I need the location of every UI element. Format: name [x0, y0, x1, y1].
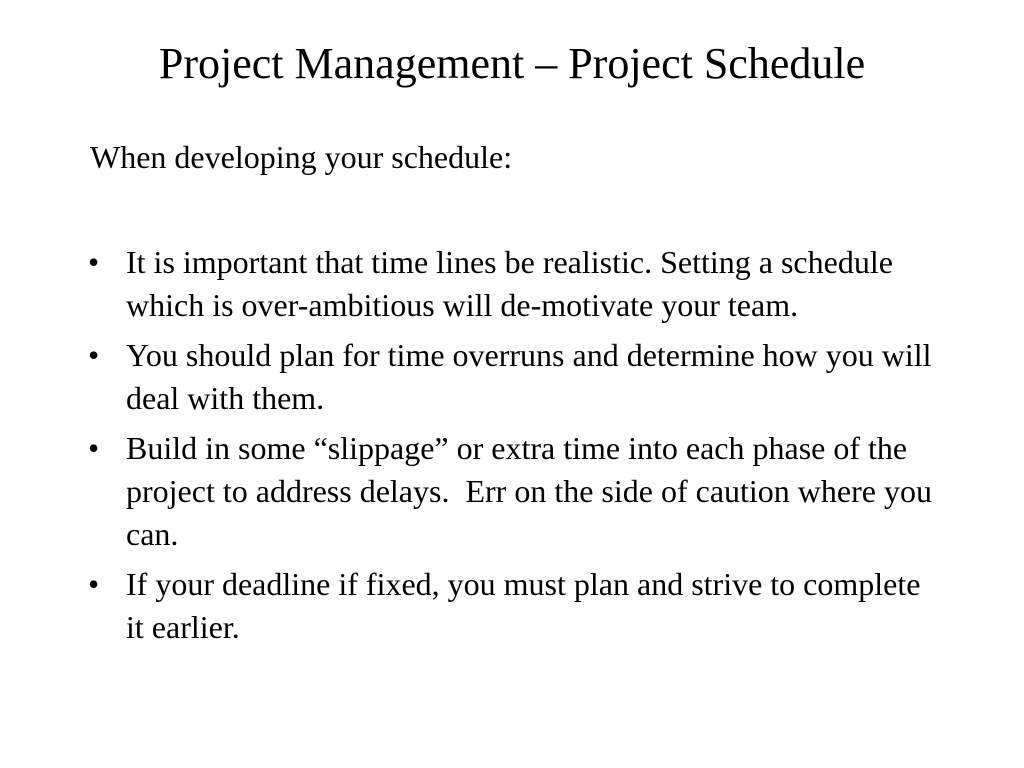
bullet-icon: • — [88, 430, 100, 466]
intro-text: When developing your schedule: — [90, 139, 513, 175]
slide-title: Project Management – Project Schedule — [158, 39, 866, 88]
bullet-text: Build in some “slippage” or extra time into each phase of the project to address delays. Err on the side of caution where you can. — [126, 430, 940, 552]
bullet-item — [86, 241, 946, 327]
bullet-item — [86, 427, 946, 556]
bullet-list — [86, 241, 946, 656]
bullet-text: It is important that time lines be realistic. Setting a schedule which is over-ambitious will de-motivate your team. — [126, 244, 901, 323]
bullet-text: If your deadline if fixed, you must plan and strive to complete it earlier. — [126, 566, 929, 645]
bullet-item — [86, 334, 946, 420]
bullet-icon: • — [88, 244, 100, 280]
bullet-text: You should plan for time overruns and determine how you will deal with them. — [126, 337, 940, 416]
bullet-icon: • — [88, 566, 100, 602]
bullet-icon: • — [88, 337, 100, 373]
bullet-item — [86, 563, 946, 649]
